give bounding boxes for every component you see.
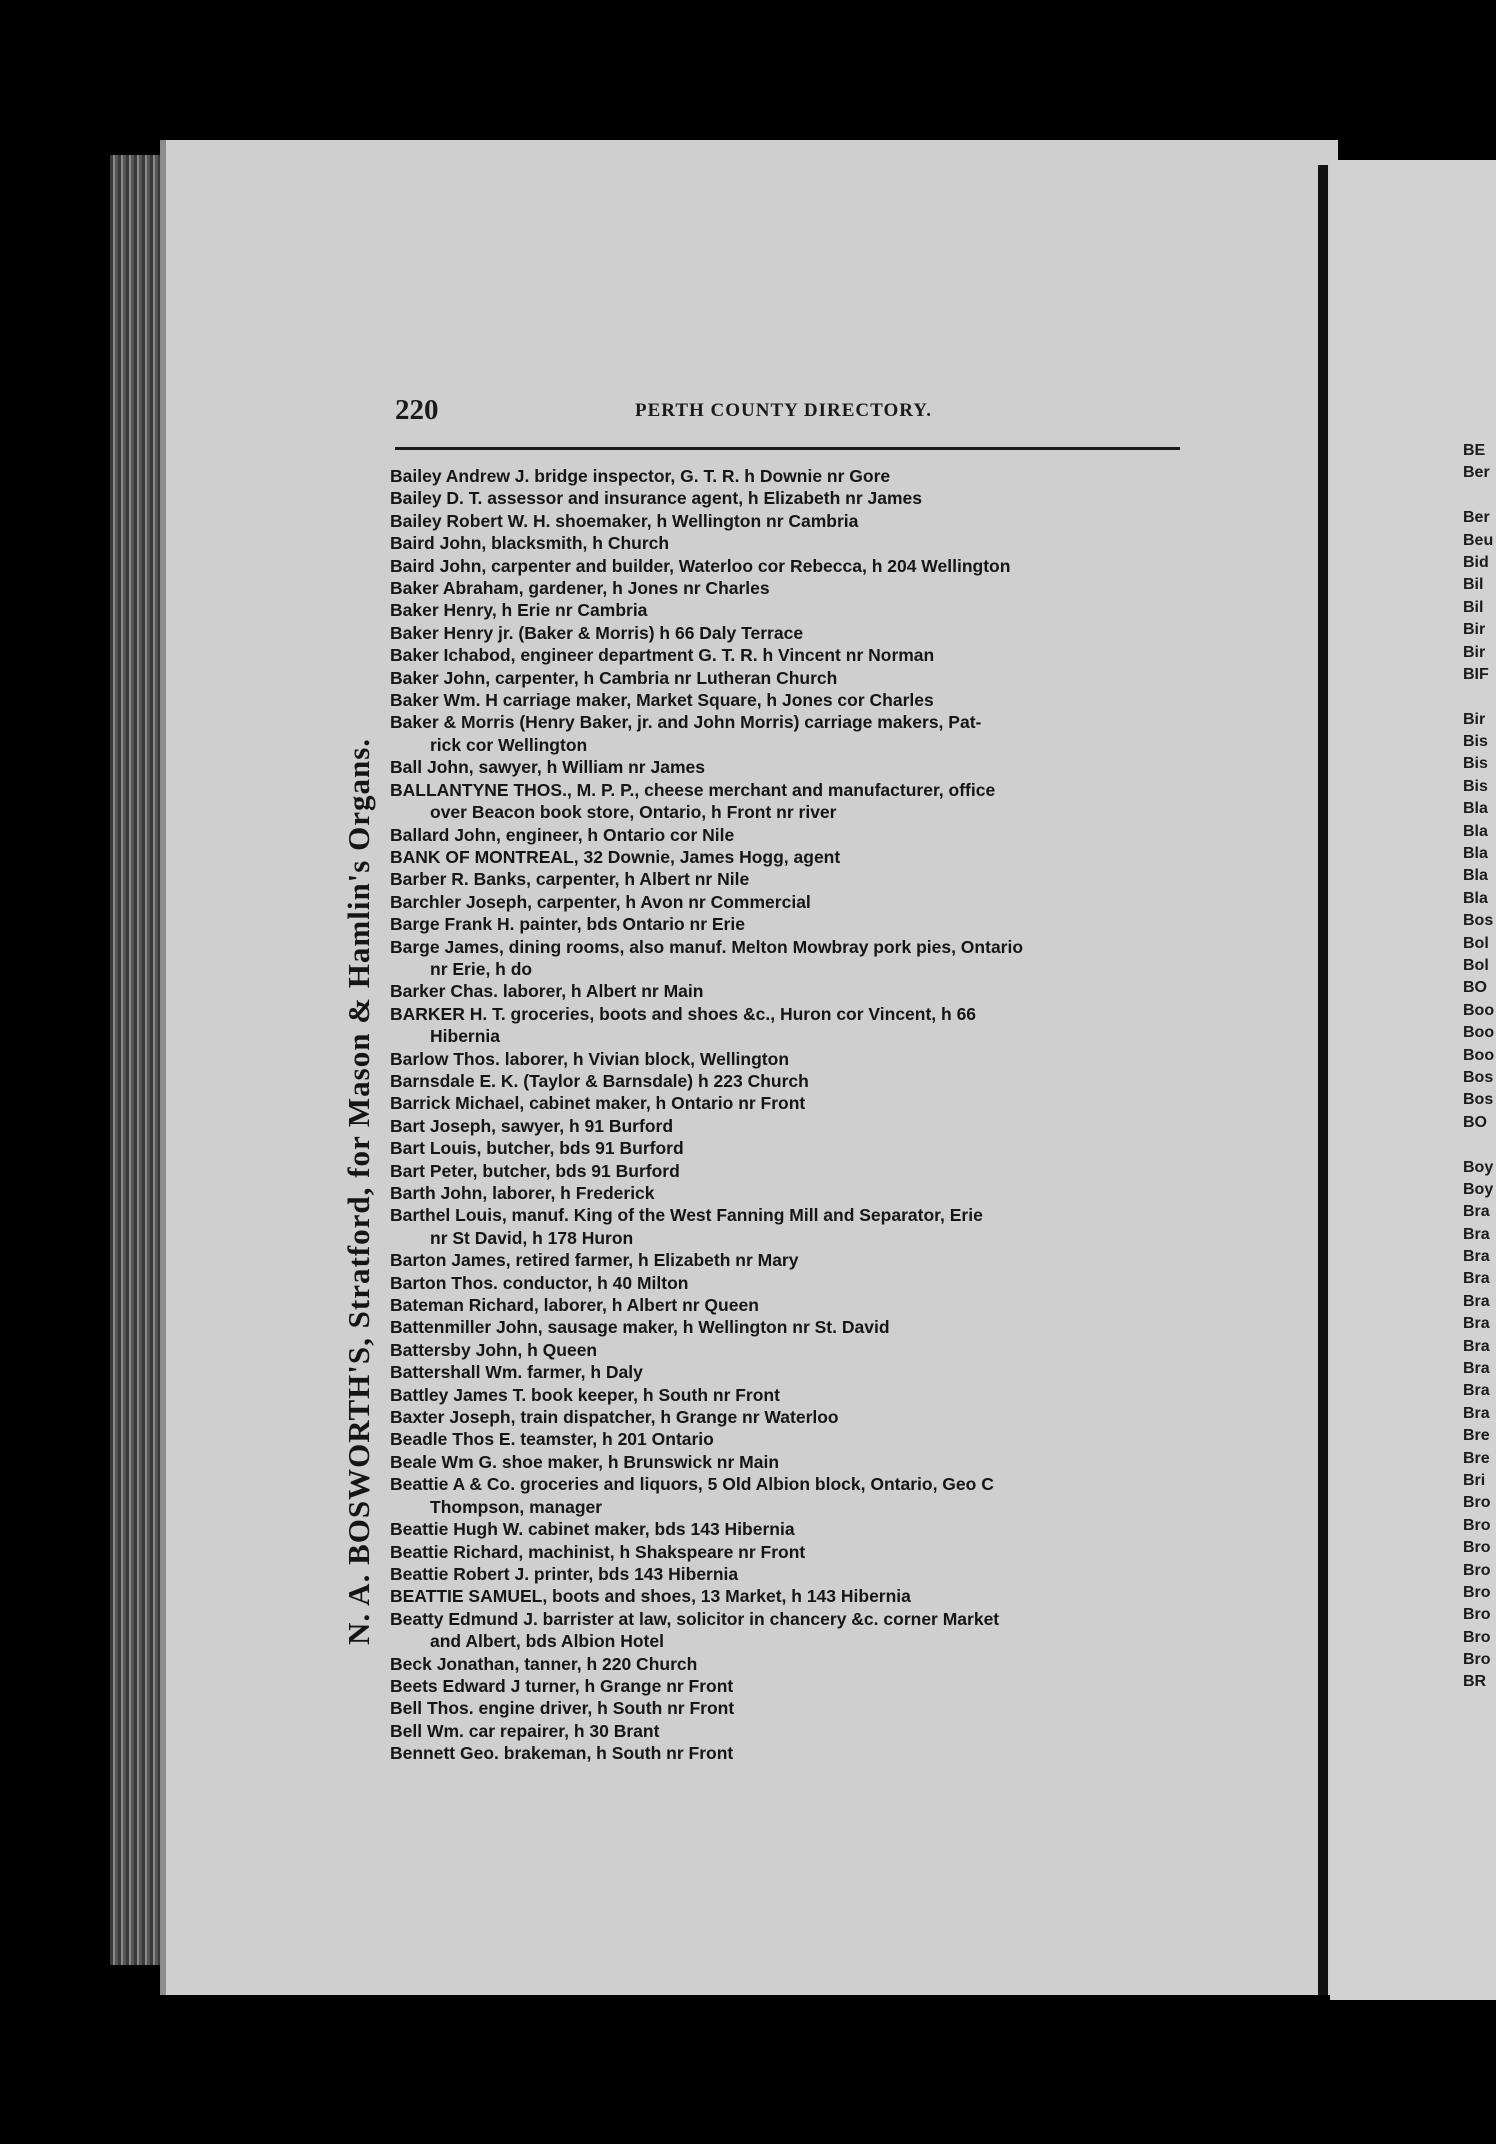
directory-entry: Ballard John, engineer, h Ontario cor Nile [390,824,735,845]
facing-page-fragment: Bro [1463,1628,1491,1646]
facing-page-fragment: Bol [1463,956,1489,974]
facing-page-fragment: Bra [1463,1404,1490,1422]
facing-page-fragments [1463,440,1494,1694]
book-gutter [1318,165,1328,1995]
page-header [395,394,1185,426]
directory-entry: Battenmiller John, sausage maker, h Wellington nr St. David [390,1317,890,1338]
facing-page-fragment: Boo [1463,1046,1495,1064]
directory-entry: Barge Frank H. painter, bds Ontario nr Erie [390,914,745,935]
directory-entry: Battersby John, h Queen [390,1339,598,1360]
running-title: PERTH COUNTY DIRECTORY. [635,400,933,421]
facing-page-fragment: Bis [1463,733,1488,751]
facing-page-fragment [1463,485,1494,507]
facing-page-fragment: Bro [1463,1539,1491,1557]
directory-entry: Bart Peter, butcher, bds 91 Burford [390,1160,680,1181]
directory-entry: Barker Chas. laborer, h Albert nr Main [390,981,704,1002]
directory-entry: Beets Edward J turner, h Grange nr Front [390,1675,734,1696]
directory-entry: Beattie Robert J. printer, bds 143 Hibernia [390,1563,739,1584]
directory-entry: Bailey Robert W. H. shoemaker, h Wellington nr Cambria [390,510,859,531]
facing-page-fragment: Bra [1463,1270,1490,1288]
header-rule [395,447,1180,450]
directory-entry: Bailey D. T. assessor and insurance agent, h Elizabeth nr James [390,488,923,509]
side-advertisement: N. A. BOSWORTH'S, Stratford, for Mason & Hamlin's Organs. [341,737,376,1645]
facing-page-fragment: Bre [1463,1449,1490,1467]
facing-page-fragment [1463,686,1494,708]
directory-entry: Bell Thos. engine driver, h South nr Front [390,1698,735,1719]
facing-page-fragment: Bir [1463,621,1486,639]
facing-page-fragment: Bla [1463,867,1488,885]
facing-page-fragment: Bla [1463,822,1488,840]
facing-page-fragment: Ber [1463,509,1490,527]
directory-entry: Beattie Richard, machinist, h Shakspeare nr Front [390,1541,806,1562]
directory-entries [390,465,1190,1765]
facing-page-fragment: Boo [1463,1001,1495,1019]
directory-entry: Barlow Thos. laborer, h Vivian block, Wellington [390,1048,790,1069]
facing-page-fragment: Boo [1463,1024,1495,1042]
directory-entry: Baker Abraham, gardener, h Jones nr Charles [390,578,770,599]
facing-page-fragment: Bre [1463,1427,1490,1445]
directory-entry: Baker Wm. H carriage maker, Market Square, h Jones cor Charles [390,690,934,711]
directory-entry: Barge James, dining rooms, also manuf. Melton Mowbray pork pies, Ontario [390,936,1024,957]
page-number: 220 [395,394,439,426]
facing-page-fragment: Bra [1463,1315,1490,1333]
facing-page-fragment: Bro [1463,1494,1491,1512]
facing-page-fragment: Bra [1463,1292,1490,1310]
facing-page-fragment: Bro [1463,1516,1491,1534]
directory-entry: Beadle Thos E. teamster, h 201 Ontario [390,1429,714,1450]
facing-page-fragment: Boy [1463,1180,1494,1198]
directory-entry: Bell Wm. car repairer, h 30 Brant [390,1720,660,1741]
directory-entry: Baker John, carpenter, h Cambria nr Lutheran Church [390,667,838,688]
directory-entry: Baker Henry, h Erie nr Cambria [390,600,648,621]
facing-page-fragment [1463,1134,1494,1156]
directory-entry: Battershall Wm. farmer, h Daly [390,1362,643,1383]
facing-page-fragment: Boy [1463,1158,1494,1176]
facing-page-fragment: Bir [1463,643,1486,661]
facing-page-fragment: Bra [1463,1248,1490,1266]
directory-entry: Battley James T. book keeper, h South nr Front [390,1384,780,1405]
directory-entry: BEATTIE SAMUEL, boots and shoes, 13 Market, h 143 Hibernia [390,1586,911,1607]
facing-page-fragment: Bla [1463,800,1488,818]
facing-page-fragment: Bra [1463,1337,1490,1355]
facing-page-fragment: Bri [1463,1471,1486,1489]
facing-page-fragment: Bid [1463,553,1489,571]
facing-page-fragment: Bra [1463,1382,1490,1400]
facing-page-fragment: Bla [1463,889,1488,907]
entry-continuation: Hibernia [430,1026,501,1047]
directory-entry: Ball John, sawyer, h William nr James [390,757,705,778]
directory-entry: Barnsdale E. K. (Taylor & Barnsdale) h 223 Church [390,1070,809,1091]
directory-entry: Beattie A & Co. groceries and liquors, 5 Old Albion block, Ontario, Geo C [390,1474,994,1495]
facing-page-fragment: Bil [1463,576,1484,594]
directory-entry: Beatty Edmund J. barrister at law, solicitor in chancery &c. corner Market [390,1608,1000,1629]
entry-continuation: nr St David, h 178 Huron [430,1227,634,1248]
facing-page-fragment: Ber [1463,464,1490,482]
facing-page-fragment: Bro [1463,1606,1491,1624]
facing-page-fragment: BE [1463,442,1486,459]
facing-page-fragment: Bro [1463,1561,1491,1579]
entry-continuation: nr Erie, h do [430,958,533,979]
directory-entry: BARKER H. T. groceries, boots and shoes &c., Huron cor Vincent, h 66 [390,1003,977,1024]
directory-entry: Barton James, retired farmer, h Elizabeth nr Mary [390,1250,799,1271]
directory-entry: Barton Thos. conductor, h 40 Milton [390,1272,689,1293]
directory-entry: Beattie Hugh W. cabinet maker, bds 143 Hibernia [390,1519,795,1540]
facing-page-fragment: BO [1463,979,1487,997]
directory-entry: Baird John, blacksmith, h Church [390,533,670,554]
facing-page-fragment: Bos [1463,1091,1494,1109]
facing-page-fragment: BO [1463,1113,1487,1131]
facing-page-fragment: Beu [1463,531,1494,549]
facing-page-fragment: Bol [1463,934,1489,952]
directory-entry: Bart Louis, butcher, bds 91 Burford [390,1138,684,1159]
directory-entry: Baker & Morris (Henry Baker, jr. and John Morris) carriage makers, Pat- [390,712,982,733]
directory-entry: Bart Joseph, sawyer, h 91 Burford [390,1115,674,1136]
facing-page-fragment: Bra [1463,1203,1490,1221]
facing-page-fragment: Bis [1463,755,1488,773]
directory-entry: Baker Henry jr. (Baker & Morris) h 66 Daly Terrace [390,622,804,643]
directory-entry: Barthel Louis, manuf. King of the West Fanning Mill and Separator, Erie [390,1205,983,1226]
entry-continuation: rick cor Wellington [430,734,588,755]
facing-page-fragment: BIF [1463,665,1489,683]
directory-entry: Barber R. Banks, carpenter, h Albert nr Nile [390,869,750,890]
facing-page-fragment: Bro [1463,1583,1491,1601]
facing-page-fragment: Bro [1463,1651,1491,1669]
entry-continuation: Thompson, manager [430,1496,603,1517]
facing-page-fragment: Bos [1463,912,1494,930]
directory-entry: Bateman Richard, laborer, h Albert nr Queen [390,1295,759,1316]
directory-entry: Barchler Joseph, carpenter, h Avon nr Commercial [390,891,811,912]
facing-page-fragment: Bos [1463,1068,1494,1086]
entry-continuation: and Albert, bds Albion Hotel [430,1631,664,1652]
directory-entry: Baird John, carpenter and builder, Waterloo cor Rebecca, h 204 Wellington [390,555,1011,576]
facing-page-fragment: Bir [1463,710,1486,728]
directory-entry: Baker Ichabod, engineer department G. T. R. h Vincent nr Norman [390,645,935,666]
directory-entry: Barth John, laborer, h Frederick [390,1183,655,1203]
entry-continuation: over Beacon book store, Ontario, h Front nr river [430,802,837,823]
facing-page-fragment: Bra [1463,1360,1490,1378]
facing-page-fragment: Bla [1463,845,1488,863]
directory-entry: Bailey Andrew J. bridge inspector, G. T. R. h Downie nr Gore [390,466,891,486]
directory-entry: Baxter Joseph, train dispatcher, h Grange nr Waterloo [390,1407,839,1428]
directory-entry: BANK OF MONTREAL, 32 Downie, James Hogg, agent [390,846,841,867]
directory-entry: Bennett Geo. brakeman, h South nr Front [390,1743,734,1764]
facing-page-fragment: Bra [1463,1225,1490,1243]
facing-page-fragment: Bis [1463,777,1488,795]
directory-entry: BALLANTYNE THOS., M. P. P., cheese merchant and manufacturer, office [390,779,996,800]
facing-page-fragment: BR [1463,1673,1487,1691]
directory-entry: Beale Wm G. shoe maker, h Brunswick nr Main [390,1451,780,1472]
directory-entry: Beck Jonathan, tanner, h 220 Church [390,1653,698,1674]
directory-entry: Barrick Michael, cabinet maker, h Ontario nr Front [390,1093,806,1114]
facing-page-fragment: Bil [1463,598,1484,616]
